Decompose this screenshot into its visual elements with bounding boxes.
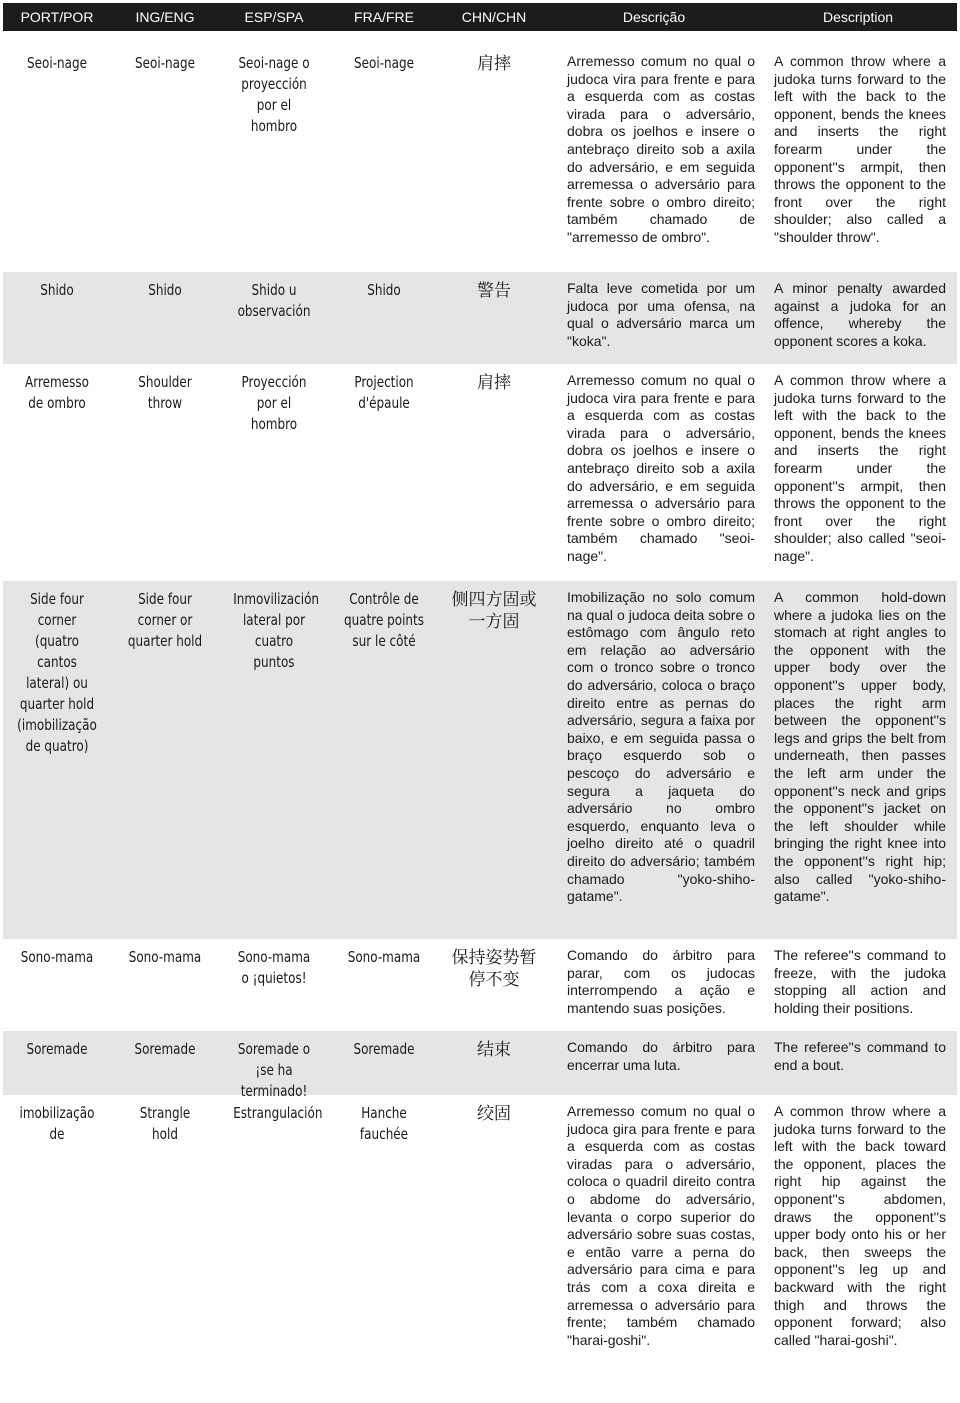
table-row — [3, 1031, 957, 1100]
term-por: Soremade — [26, 1040, 88, 1058]
description-pt: Comando do árbitro para parar, com os judocas interrompendo a ação e mantendo suas posições. — [567, 947, 755, 1016]
term-spa: Sono-mama o ¡quietos! — [237, 948, 311, 987]
term-fra: Shido — [367, 281, 401, 299]
description-en: The referee''s command to end a bout. — [774, 1039, 946, 1073]
header-chn: CHN/CHN — [461, 9, 527, 25]
term-eng: Shido — [148, 281, 182, 299]
description-pt: Arremesso comum no qual o judoca gira para frente e para a esquerda com as costas viradas para o adversário, coloca o quadril direito contra o abdome do adversário, levanta o corpo superior do adversário sobre suas costas, e então varre a perna do adversário para cima e para trás com a coxa direita e arremessa o adversário para frente; também chamado "harai-goshi". — [567, 1103, 755, 1348]
description-en: A common hold-down where a judoka lies on the stomach at right angles to the opponent with the upper body over the opponent''s upper body, places the right arm between the opponent''s legs and grips the belt from underneath, then passes the left arm under the opponent''s neck and grips the opponent''s jacket on the left shoulder while bringing the right knee into the opponent''s right hip; also called "yoko-shiho-gatame". — [774, 589, 946, 905]
term-eng: Soremade — [134, 1040, 196, 1058]
term-chn: 结束 — [477, 1040, 511, 1060]
description-en: The referee''s command to freeze, with the judoka stopping all action and holding their positions. — [774, 947, 946, 1016]
header-row — [3, 3, 957, 31]
table-row — [3, 1095, 957, 1403]
header-spa: ESP/SPA — [244, 9, 304, 25]
table-row — [3, 581, 957, 939]
term-fra: Seoi-nage — [354, 54, 414, 72]
term-fra: Soremade — [353, 1040, 415, 1058]
description-en: A common throw where a judoka turns forward to the left with the back toward the opponent, places the right hip against the opponent''s abdomen, draws the opponent''s upper body onto his or her back, then sweeps the opponent''s leg up and backward with the right thigh and throws the opponent forward; also called "harai-goshi". — [774, 1103, 946, 1348]
term-por: Arremesso de ombro — [25, 373, 89, 412]
term-eng: Side four corner or quarter hold — [127, 590, 203, 650]
description-en: A minor penalty awarded against a judoka for an offence, whereby the opponent scores a koka. — [774, 280, 946, 349]
term-chn: 警告 — [477, 281, 511, 301]
term-fra: Contrôle de quatre points sur le côté — [343, 590, 424, 650]
term-fra: Sono-mama — [347, 948, 421, 966]
term-por: Side four corner (quatro cantos lateral) ou quarter hold (imobilização de quatro) — [17, 590, 97, 755]
term-fra: Projection d'épaule — [354, 373, 414, 412]
term-spa: Shido u observación — [237, 281, 311, 320]
term-spa: Soremade o ¡se ha terminado! — [237, 1040, 311, 1100]
term-spa: Proyección por el hombro — [241, 373, 307, 433]
table-row — [3, 939, 957, 1031]
term-por: Shido — [40, 281, 74, 299]
table-row — [3, 31, 957, 272]
description-en: A common throw where a judoka turns forward to the left with the back to the opponent, bends the knees and inserts the right forearm under the opponent''s armpit, then throws the opponent to the front over the right shoulder; also called a "shoulder throw". — [774, 53, 946, 245]
term-chn: 肩摔 — [477, 373, 511, 393]
term-por: imobilização de — [19, 1104, 95, 1143]
header-description: Description — [822, 9, 894, 25]
header-por: PORT/POR — [20, 9, 94, 25]
header-eng: ING/ENG — [135, 9, 195, 25]
term-spa: Inmovilización lateral por cuatro puntos — [233, 590, 320, 671]
table-row — [3, 364, 957, 581]
table-row — [3, 272, 957, 364]
description-pt: Arremesso comum no qual o judoca vira para frente e para a esquerda com as costas virada para o adversário, dobra os joelhos e insere o antebraço direito sob a axila do adversário, e em seguida arremessa o adversário para frente sobre o ombro direito; também chamado "seoi-nage". — [567, 372, 755, 564]
term-chn: 肩摔 — [477, 54, 511, 74]
description-en: A common throw where a judoka turns forward to the left with the back to the opponent, bends the knees and inserts the right forearm under the opponent''s armpit, then throws the opponent to the front over the right shoulder; also called "seoi-nage". — [774, 372, 946, 564]
term-chn: 侧四方固或一方固 — [451, 590, 537, 632]
description-pt: Imobilização no solo comum na qual o judoca deita sobre o estômago com ângulo reto em relação ao adversário com o tronco sobre o tronco do adversário, coloca o braço direito entre as pernas do adversário, segura a faixa por baixo, e em seguida passa o braço esquerdo sob o pescoço do adversário e segura a jaqueta do adversário no ombro esquerdo, enquanto leva o joelho direito até o quadril direito do adversário; também chamado "yoko-shiho-gatame". — [567, 589, 755, 905]
description-pt: Arremesso comum no qual o judoca vira para frente e para a esquerda com as costas virada para o adversário, dobra os joelhos e insere o antebraço direito sob a axila do adversário, e em seguida arremessa o adversário para frente sobre o ombro direito; também chamado de "arremesso de ombro". — [567, 53, 755, 245]
term-por: Seoi-nage — [27, 54, 87, 72]
term-por: Sono-mama — [20, 948, 94, 966]
term-eng: Shoulder throw — [138, 373, 192, 412]
description-pt: Falta leve cometida por um judoca por uma ofensa, na qual o adversário marca um "koka". — [567, 280, 755, 349]
term-eng: Strangle hold — [139, 1104, 191, 1143]
term-spa: Estrangulación — [233, 1104, 323, 1122]
header-fra: FRA/FRE — [354, 9, 414, 25]
term-chn: 绞固 — [477, 1104, 511, 1124]
term-fra: Hanche fauchée — [359, 1104, 409, 1143]
term-spa: Seoi-nage o proyección por el hombro — [238, 54, 310, 135]
description-pt: Comando do árbitro para encerrar uma luta. — [567, 1039, 755, 1073]
glossary-table — [3, 3, 957, 1403]
term-eng: Seoi-nage — [135, 54, 195, 72]
term-eng: Sono-mama — [128, 948, 202, 966]
term-chn: 保持姿势暂停不变 — [451, 948, 537, 990]
header-descricao: Descrição — [622, 9, 686, 25]
